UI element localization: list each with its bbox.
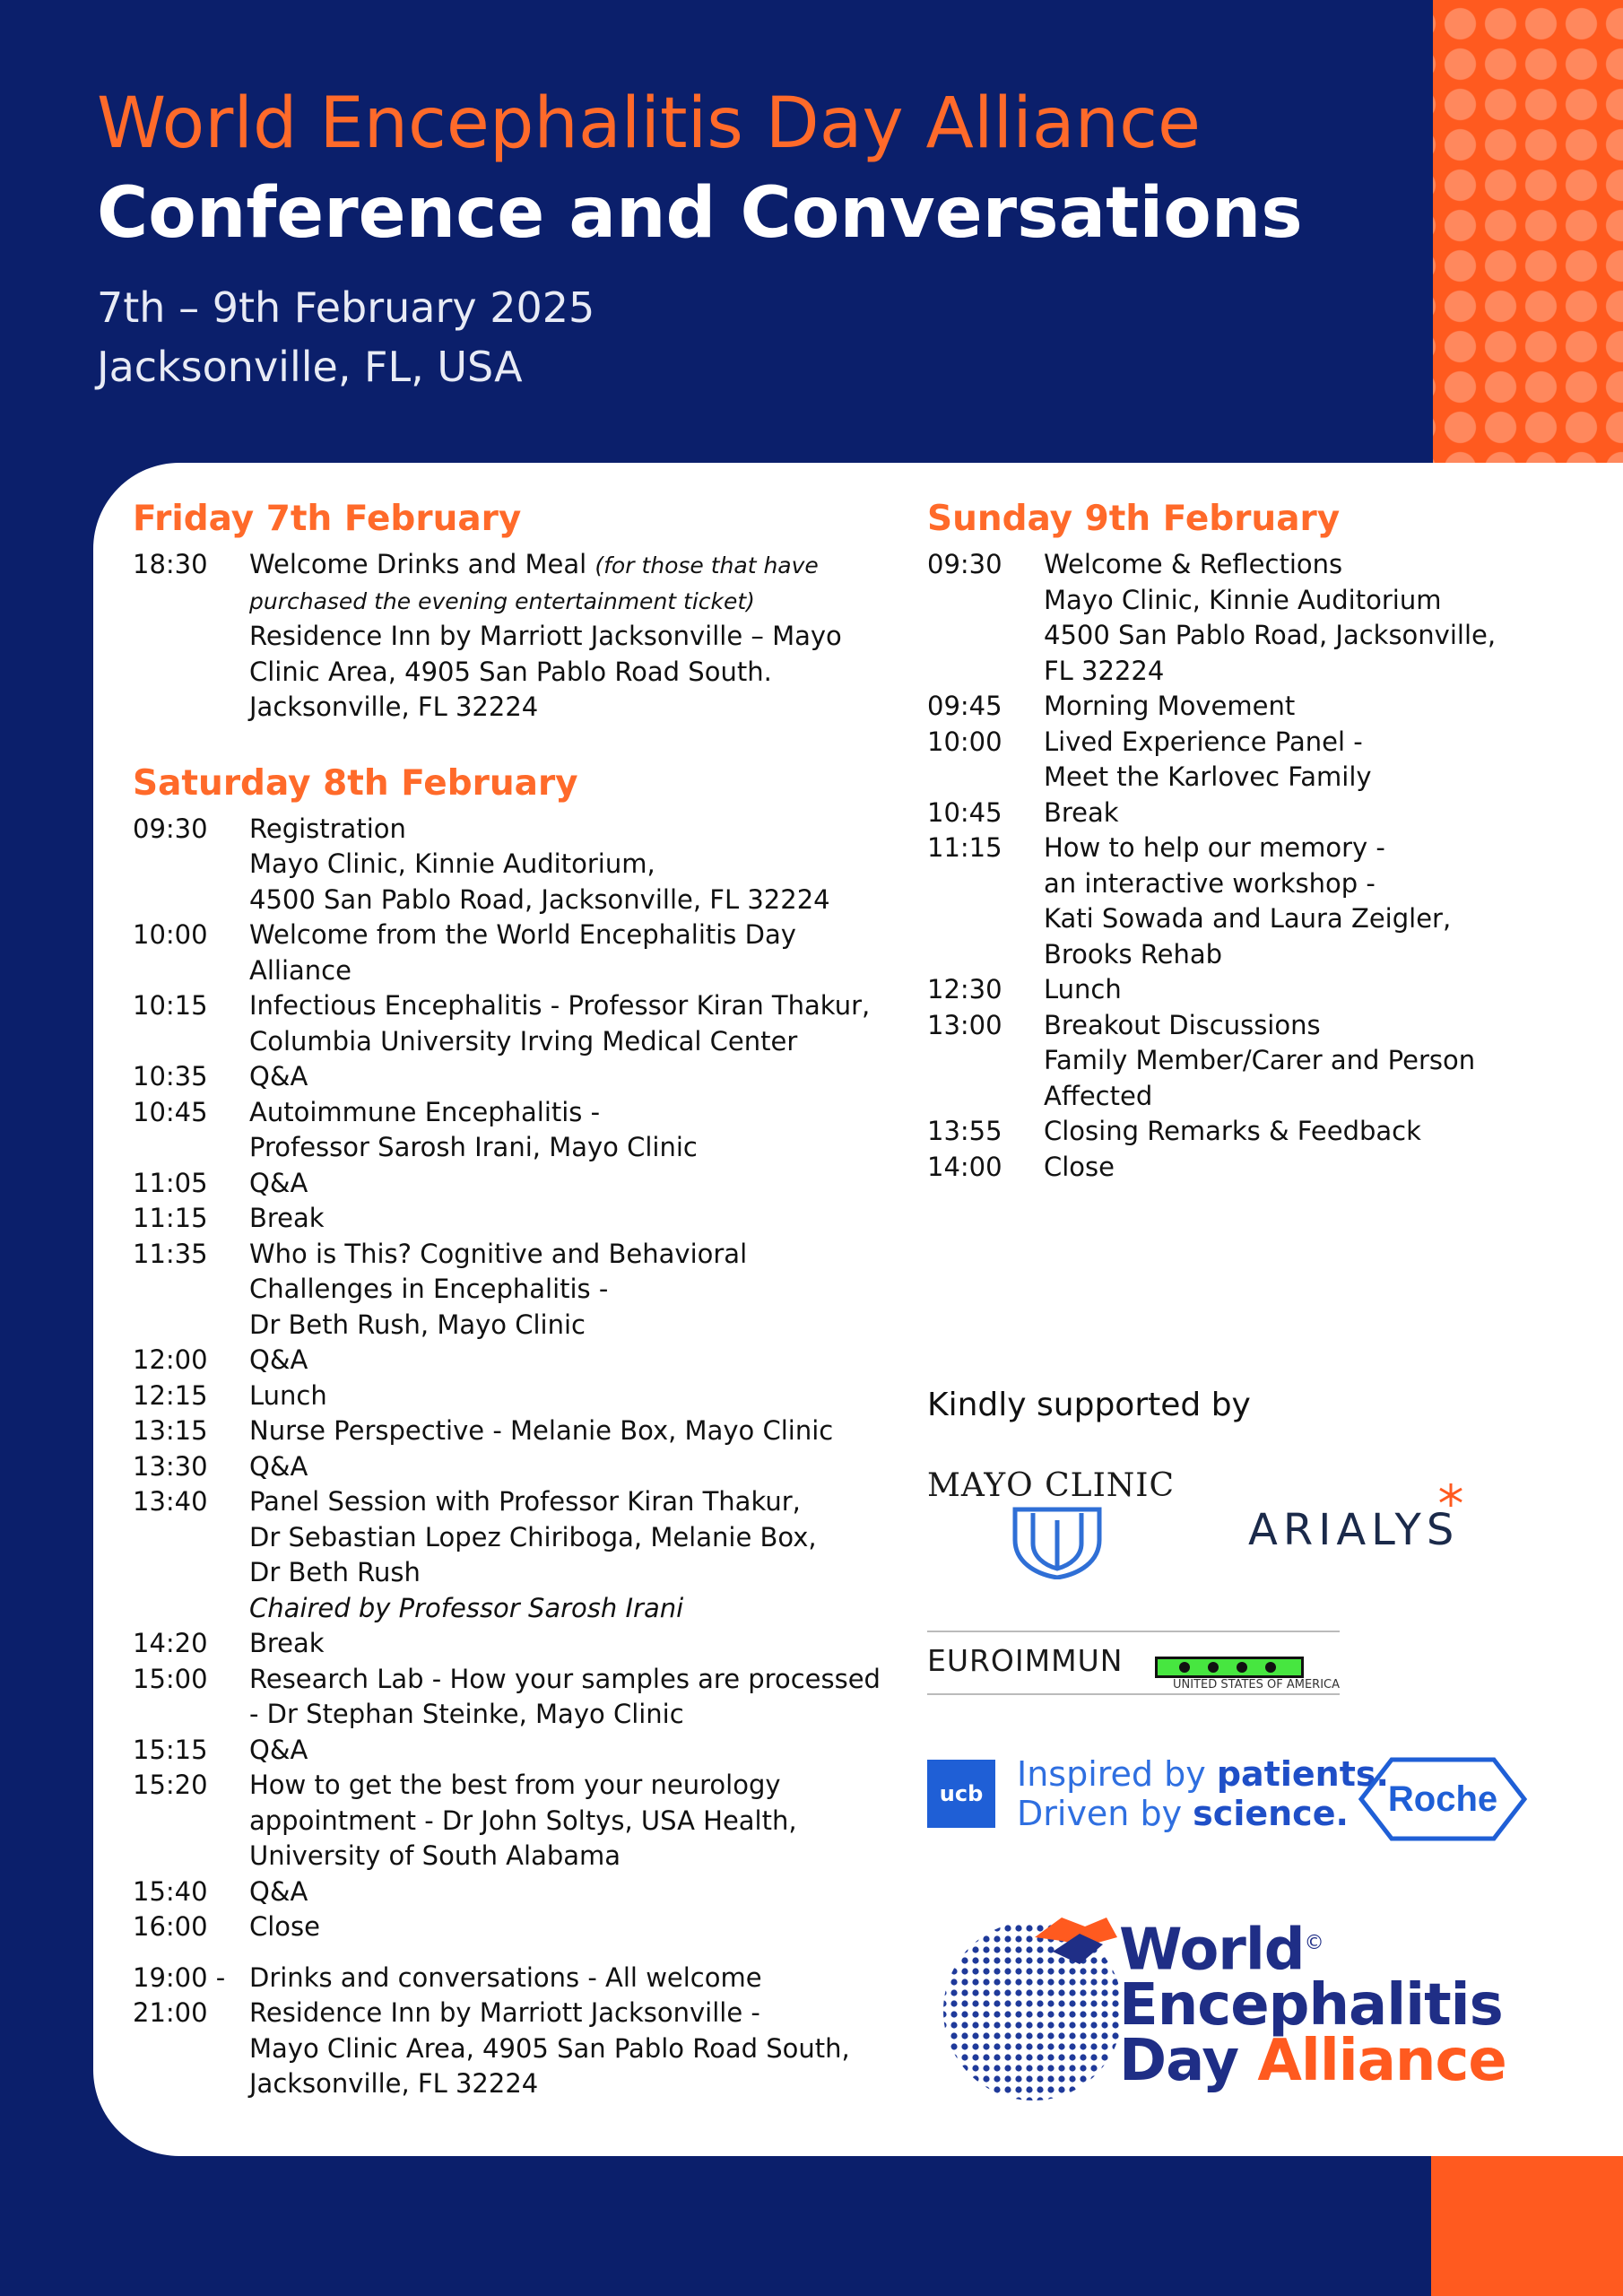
item-time: 19:00 - [133,1961,226,1993]
item-line: Residence Inn by Marriott Jacksonville – Mayo [249,621,842,651]
arialys-wordmark: ARIALYS [1248,1505,1460,1555]
item-line: Residence Inn by Marriott Jacksonville - [249,1997,760,2028]
item-line: Columbia University Irving Medical Center [249,1025,798,1057]
sunday-schedule [927,547,1591,1185]
schedule-item [133,1909,940,1945]
item-time: 11:15 [133,1203,208,1233]
euroimmun-logo [927,1631,1340,1695]
item-time: 13:30 [133,1450,208,1482]
item-title: Infectious Encephalitis - Professor Kiran Thakur, [249,990,871,1021]
euroimmun-bar-icon [1155,1657,1304,1678]
item-time: 13:40 [133,1486,208,1517]
item-title: Breakout Discussions [1044,1009,1321,1040]
mayo-clinic-logo [927,1467,1175,1583]
item-title: Closing Remarks & Feedback [1044,1116,1421,1146]
item-title: How to get the best from your neurology [249,1770,781,1800]
item-time: 10:35 [133,1061,208,1091]
item-time: 14:20 [133,1628,208,1658]
schedule-item [133,1768,940,1874]
schedule-item [133,988,940,1059]
item-title: Close [249,1911,320,1942]
schedule-item [927,1150,1591,1186]
item-title: Panel Session with Professor Kiran Thakur, [249,1486,801,1517]
schedule-item [133,812,940,918]
item-time: 18:30 [133,549,208,579]
item-title: Break [1044,796,1119,828]
saturday-schedule [133,812,940,1945]
schedule-item [133,1733,940,1769]
schedule-item [133,1201,940,1237]
schedule-item [133,1449,940,1485]
item-title: Q&A [249,1875,308,1907]
decorative-orange-strip [1431,2154,1623,2296]
ucb-logo [927,1754,1389,1833]
item-time: 10:00 [927,726,1002,757]
schedule-item [133,1662,940,1733]
saturday-evening-item [133,1961,940,2102]
item-time: 11:15 [927,832,1002,863]
item-time: 11:05 [133,1167,208,1198]
schedule-item [133,918,940,988]
item-title: Q&A [249,1450,308,1482]
item-line: 4500 San Pablo Road, Jacksonville, FL 32224 [249,883,830,915]
schedule-item [133,1626,940,1662]
item-line: Jacksonville, FL 32224 [249,691,539,722]
item-line: Mayo Clinic Area, 4905 San Pablo Road South, [249,2032,850,2064]
item-time: 09:45 [927,691,1002,721]
globe-handshake-icon [927,1901,1133,2108]
item-title: Q&A [249,1344,308,1375]
event-location: Jacksonville, FL, USA [97,343,523,391]
item-line: Challenges in Encephalitis - [249,1274,609,1304]
schedule-item [133,1378,940,1414]
snowflake-icon [1433,1482,1469,1509]
item-line: Mayo Clinic, Kinnie Auditorium, [249,848,655,879]
sponsors-heading: Kindly supported by [927,1387,1251,1423]
item-time: 10:45 [133,1096,208,1127]
event-dates: 7th – 9th February 2025 [97,283,595,332]
item-line: Dr Sebastian Lopez Chiriboga, Melanie Box, [249,1521,817,1552]
mayo-clinic-wordmark: MAYO CLINIC [927,1467,1176,1504]
item-note: Chaired by Professor Sarosh Irani [249,1592,684,1623]
wed-logo-line-2: Encephalitis [1119,1972,1503,2039]
wed-logo-line-1: World© [1119,1917,1324,1984]
item-line: Professor Sarosh Irani, Mayo Clinic [249,1132,698,1162]
item-title: Morning Movement [1044,691,1296,721]
item-time: 12:00 [133,1344,208,1375]
item-line: appointment - Dr John Soltys, USA Health, [249,1805,797,1836]
item-title: Break [249,1203,325,1233]
item-title: Welcome & Reflections [1044,549,1343,579]
item-time: 10:00 [133,919,208,950]
programme-card [93,463,1623,2156]
item-line: Alliance [249,954,352,986]
wed-alliance-logo [927,1901,1506,2111]
item-title: Who is This? Cognitive and Behavioral [249,1238,748,1269]
schedule-item [133,1059,940,1095]
item-title: Autoimmune Encephalitis - [249,1096,601,1127]
item-time: 09:30 [133,813,208,844]
right-column [927,497,1591,1185]
ucb-mark: ucb [927,1760,995,1828]
saturday-heading: Saturday 8th February [133,762,578,804]
item-time: 13:55 [927,1116,1002,1146]
schedule-item [927,1114,1591,1150]
item-title: Lived Experience Panel - [1044,726,1363,757]
item-title: Nurse Perspective - Melanie Box, Mayo Clinic [249,1415,834,1446]
friday-heading: Friday 7th February [133,499,522,539]
left-column [133,497,940,2102]
schedule-item [133,1095,940,1166]
mayo-shield-icon [1008,1504,1107,1579]
item-time: 15:20 [133,1770,208,1800]
item-time: 13:15 [133,1415,208,1446]
item-title: Lunch [249,1379,327,1411]
arialys-logo [1248,1505,1459,1555]
schedule-item [927,1008,1591,1115]
item-line: Meet the Karlovec Family [1044,761,1372,792]
item-line: Mayo Clinic, Kinnie Auditorium [1044,584,1442,615]
item-line: Clinic Area, 4905 San Pablo Road South. [249,656,772,687]
item-line: Brooks Rehab [1044,938,1223,970]
schedule-item [927,689,1591,725]
item-time: 14:00 [927,1151,1002,1182]
schedule-item [927,547,1591,689]
roche-wordmark: Roche [1387,1779,1498,1819]
item-title: Registration [249,813,406,844]
item-time: 15:00 [133,1663,208,1694]
item-line: - Dr Stephan Steinke, Mayo Clinic [249,1699,684,1729]
item-title: Welcome Drinks and Meal [249,549,587,579]
item-title: Lunch [1044,974,1122,1004]
item-line: Affected [1044,1080,1153,1111]
item-line: University of South Alabama [249,1840,621,1871]
title-line-2: Conference and Conversations [97,173,1303,254]
item-title: Close [1044,1151,1115,1182]
schedule-item [133,1484,940,1626]
title-line-1: World Encephalitis Day Alliance [97,83,1201,164]
item-title: Q&A [249,1061,308,1091]
roche-logo [1358,1754,1528,1848]
page-header [97,79,1303,396]
item-line: FL 32224 [1044,655,1165,686]
item-time: 12:30 [927,974,1002,1004]
item-time: 15:40 [133,1875,208,1907]
item-title: Research Lab - How your samples are processed [249,1663,881,1694]
item-line: Dr Beth Rush [249,1557,421,1587]
item-line: Jacksonville, FL 32224 [249,2068,539,2099]
schedule-item [133,1237,940,1344]
ucb-tagline-2: Driven by science. [1017,1794,1349,1833]
schedule-item [133,1166,940,1202]
wed-logo-line-3: Day Alliance [1119,2028,1506,2095]
item-title: How to help our memory - [1044,832,1385,863]
item-title: Welcome from the World Encephalitis Day [249,919,796,950]
friday-item [133,547,940,726]
item-time: 09:30 [927,549,1002,579]
item-line: an interactive workshop - [1044,867,1376,899]
schedule-item [927,831,1591,972]
item-time: 10:15 [133,990,208,1021]
schedule-item [133,1413,940,1449]
item-title: Break [249,1628,325,1658]
schedule-item [133,1874,940,1910]
item-time: 15:15 [133,1734,208,1765]
schedule-item [927,796,1591,831]
item-time: 13:00 [927,1009,1002,1040]
item-title: Q&A [249,1734,308,1765]
schedule-item [927,972,1591,1008]
item-time: 12:15 [133,1379,208,1411]
roche-hexagon-icon [1358,1754,1528,1844]
item-line: 4500 San Pablo Road, Jacksonville, [1044,620,1497,650]
item-line: Kati Sowada and Laura Zeigler, [1044,903,1452,934]
item-line: Dr Beth Rush, Mayo Clinic [249,1309,586,1340]
schedule-item [927,725,1591,796]
item-time: 16:00 [133,1911,208,1942]
item-note: (for those that have [595,552,819,578]
sunday-heading: Sunday 9th February [927,499,1341,539]
schedule-item [133,1343,940,1378]
item-line: Drinks and conversations - All welcome [249,1961,762,1993]
item-title: Q&A [249,1167,308,1198]
item-time-end: 21:00 [133,1997,208,2028]
item-line: Family Member/Carer and Person [1044,1045,1476,1075]
ucb-tagline-1: Inspired by patients. [1017,1754,1389,1794]
item-time: 10:45 [927,796,1002,828]
item-note-cont: purchased the evening entertainment ticket) [249,587,755,614]
euroimmun-wordmark: EUROIMMUN [927,1643,1124,1678]
item-time: 11:35 [133,1238,208,1269]
euroimmun-subtitle: UNITED STATES OF AMERICA [1173,1678,1340,1692]
decorative-dot-pattern [1433,0,1623,463]
